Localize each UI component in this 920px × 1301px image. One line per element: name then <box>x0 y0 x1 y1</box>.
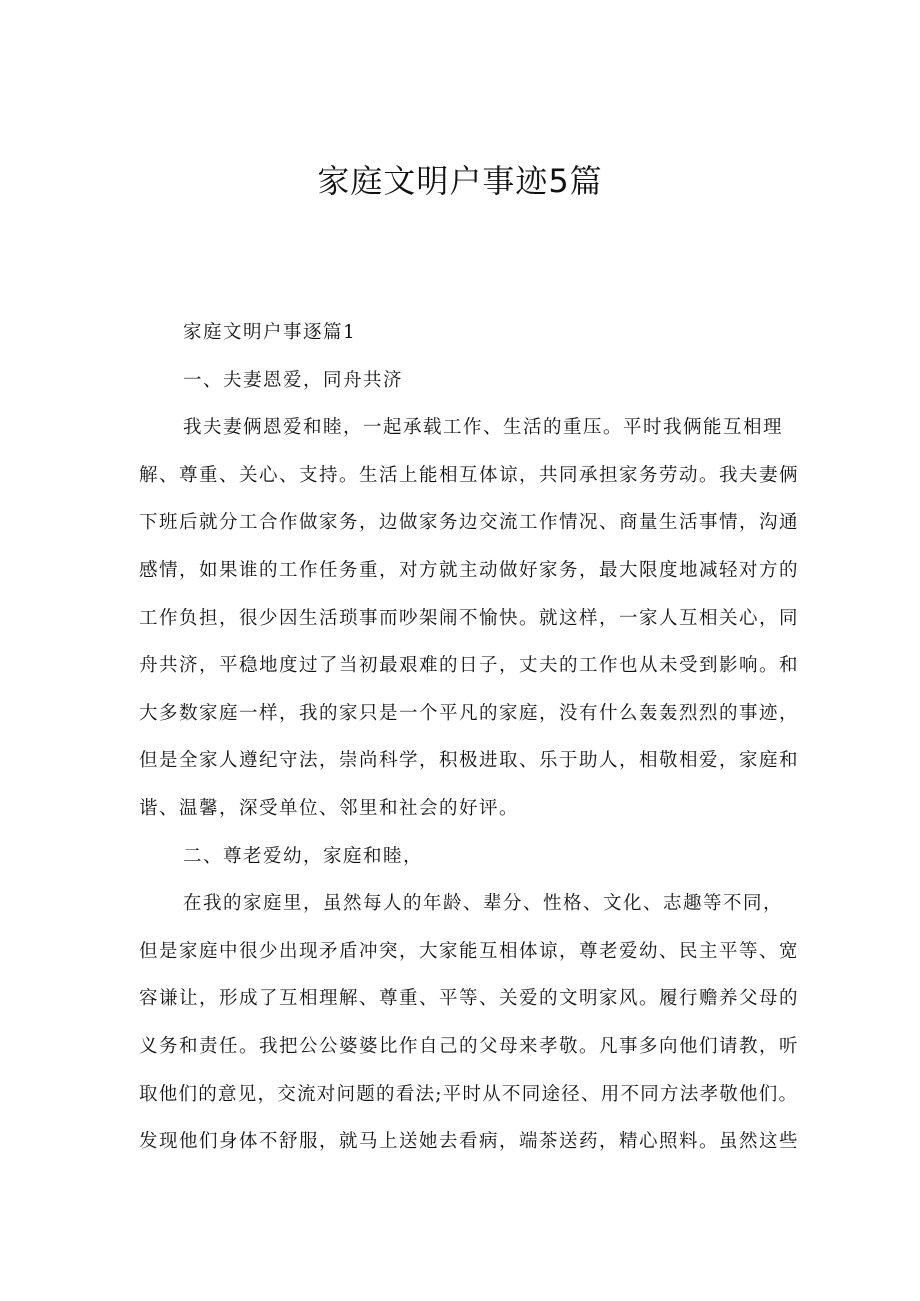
text-line: 家庭文明户事逐篇1 <box>183 322 357 343</box>
text-line: 但是全家人遵纪守法，崇尚科学，积极进取、乐于助人，相敬相爱，家庭和 <box>139 750 800 772</box>
text-line: 谐、温馨，深受单位、邻里和社会的好评。 <box>139 797 520 819</box>
text-line: 在我的家庭里，虽然每人的年龄、辈分、性格、文化、志趣等不同， <box>183 893 784 915</box>
text-line: 一、夫妻恩爱，同舟共济 <box>183 369 404 391</box>
text-line: 舟共济，平稳地度过了当初最艰难的日子，丈夫的工作也从未受到影响。和 <box>139 655 800 677</box>
text-line: 发现他们身体不舒服，就马上送她去看病，端茶送药，精心照料。虽然这些 <box>139 1131 800 1153</box>
text-line: 感情，如果谁的工作任务重，对方就主动做好家务，最大限度地减轻对方的 <box>139 559 800 581</box>
text-line: 义务和责任。我把公公婆婆比作自己的父母来孝敬。凡事多向他们请教，听 <box>139 1035 800 1057</box>
document-title: 家庭文明户事迹5篇 <box>317 162 603 200</box>
text-line: 二、尊老爱幼，家庭和睦， <box>183 845 424 867</box>
text-line: 大多数家庭一样，我的家只是一个平凡的家庭，没有什么轰轰烈烈的事迹， <box>139 702 800 724</box>
text-line: 下班后就分工合作做家务，边做家务边交流工作情况、商量生活事情，沟通 <box>139 512 800 534</box>
text-line: 工作负担，很少因生活琐事而吵架闹不愉快。就这样，一家人互相关心，同 <box>139 607 800 629</box>
text-line: 容谦让，形成了互相理解、尊重、平等、关爱的文明家风。履行赡养父母的 <box>139 988 800 1010</box>
text-line: 我夫妻俩恩爱和睦，一起承载工作、生活的重压。平时我俩能互相理 <box>183 417 784 439</box>
text-line: 但是家庭中很少出现矛盾冲突，大家能互相体谅，尊老爱幼、民主平等、宽 <box>139 940 800 962</box>
text-line: 取他们的意见，交流对问题的看法;平时从不同途径、用不同方法孝敬他们。 <box>139 1083 799 1105</box>
text-line: 解、尊重、关心、支持。生活上能相互体谅，共同承担家务劳动。我夫妻俩 <box>139 464 800 486</box>
document-body <box>139 309 799 1166</box>
